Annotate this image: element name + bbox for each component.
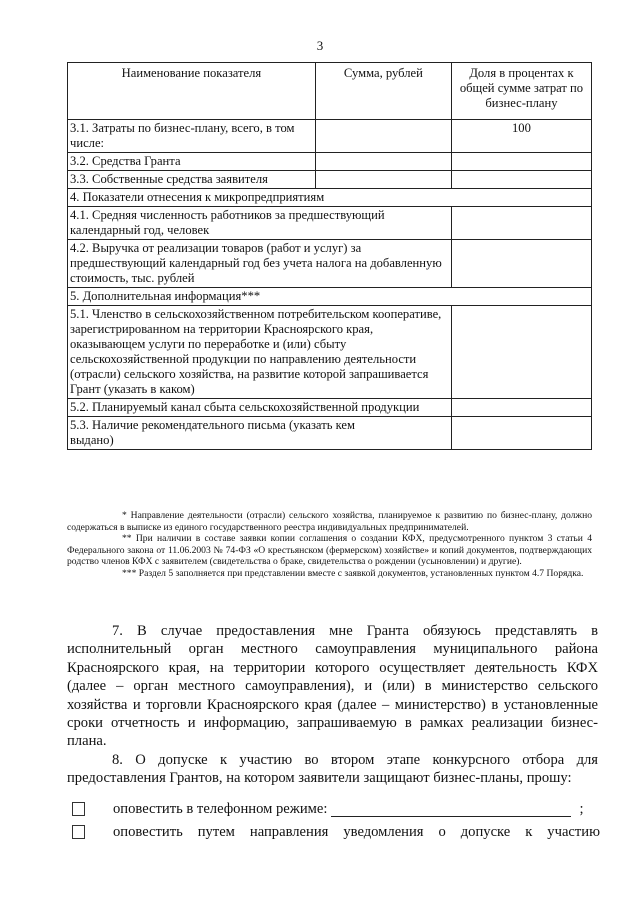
row-4-title: 4. Показатели отнесения к микропредприятиям [68, 189, 592, 207]
paragraph-7: 7. В случае предоставления мне Гранта обязуюсь представлять в исполнительный орган местного самоуправления муниципального района Красноярского края, на территории которого осуществляет деятельность КФХ (далее – орган местного самоуправления), и (или) в министерство сельского хозяйства и торговли Красноярского края (далее – министерство) в установленные сроки отчетность и информацию, запрашиваемую в рамках реализации бизнес-плана. [67, 623, 598, 750]
footnote-2: ** При наличии в составе заявки копии соглашения о создании КФХ, предусмотренного пунктом 3 статьи 4 Федерального закона от 11.06.2003 № 74-ФЗ «О крестьянском (фермерском) хозяйстве» и копий документов, подтверждающих родство членов КФХ с заявителем (свидетельства о браке, свидетельства о рождении (усыновлении) и другие). [67, 533, 592, 568]
table-header-row [68, 63, 592, 120]
footnote-3: *** Раздел 5 заполняется при представлении вместе с заявкой документов, установленных пунктом 4.7 Порядка. [122, 567, 584, 579]
table-section-row [68, 288, 592, 306]
table-row [68, 306, 592, 399]
paragraph-8: 8. О допуске к участию во втором этапе конкурсного отбора для предоставления Грантов, на котором заявители защищают бизнес-планы, прошу: [67, 751, 598, 787]
phone-option-label: оповестить в телефонном режиме: [113, 801, 328, 817]
row-4-1-value [451, 207, 591, 240]
notice-checkbox[interactable] [72, 825, 85, 839]
row-3-3-sum [315, 171, 451, 189]
row-3-2-sum [315, 153, 451, 171]
row-5-2-value [451, 399, 591, 417]
row-5-2-name: 5.2. Планируемый канал сбыта сельскохозяйственной продукции [68, 399, 452, 417]
row-3-3-share [451, 171, 591, 189]
footnote-1: * Направление деятельности (отрасли) сельского хозяйства, планируемое к развитию по бизнес-плану, должно содержаться в выписке из единого государственного реестра индивидуальных предпринимателей. [67, 510, 592, 533]
table-row [68, 171, 592, 189]
row-4-2-name: 4.2. Выручка от реализации товаров (работ и услуг) за предшествующий календарный год без учета налога на добавленную стоимость, тыс. рублей [68, 240, 452, 288]
row-3-1-share: 100 [451, 120, 591, 153]
row-5-1-name: 5.1. Членство в сельскохозяйственном потребительском кооперативе, зарегистрированном на территории Красноярского края, оказывающем услуги по переработке и (или) сбыту сельскохозяйственной продукции по направлению деятельности (отрасли) сельского хозяйства, на развитие которой запрашивается Грант (указать в каком) [68, 306, 452, 399]
row-3-2-share [451, 153, 591, 171]
body-text [67, 622, 598, 788]
table-row [68, 153, 592, 171]
table-section-row [68, 189, 592, 207]
row-5-3-name: 5.3. Наличие рекомендательного письма (указать кем выдано) [68, 417, 452, 450]
row-5-1-value [451, 306, 591, 399]
table-row [68, 399, 592, 417]
table-row [68, 240, 592, 288]
business-plan-table [67, 62, 592, 450]
row-3-1-sum [315, 120, 451, 153]
row-4-1-name: 4.1. Средняя численность работников за предшествующий календарный год, человек [68, 207, 452, 240]
row-3-1-name: 3.1. Затраты по бизнес-плану, всего, в том числе: [68, 120, 316, 153]
row-4-2-value [451, 240, 591, 288]
row-3-3-name: 3.3. Собственные средства заявителя [68, 171, 316, 189]
table-row [68, 417, 592, 450]
row-3-2-name: 3.2. Средства Гранта [68, 153, 316, 171]
phone-option-end: ; [579, 801, 584, 817]
page-number: 3 [316, 38, 324, 53]
row-5-title: 5. Дополнительная информация*** [68, 288, 592, 306]
option-notice [72, 823, 600, 841]
table-row [68, 120, 592, 153]
header-sum: Сумма, рублей [315, 63, 451, 120]
table-row [68, 207, 592, 240]
header-share: Доля в процентах к общей сумме затрат по бизнес-плану [451, 63, 591, 120]
row-5-3-value [451, 417, 591, 450]
phone-checkbox[interactable] [72, 802, 85, 816]
header-name: Наименование показателя [68, 63, 316, 120]
footnotes [67, 510, 592, 580]
phone-fill-line[interactable] [331, 802, 571, 817]
notice-option-label: оповестить путем направления уведомления о допуске к участию [113, 824, 600, 840]
option-phone [72, 800, 600, 818]
